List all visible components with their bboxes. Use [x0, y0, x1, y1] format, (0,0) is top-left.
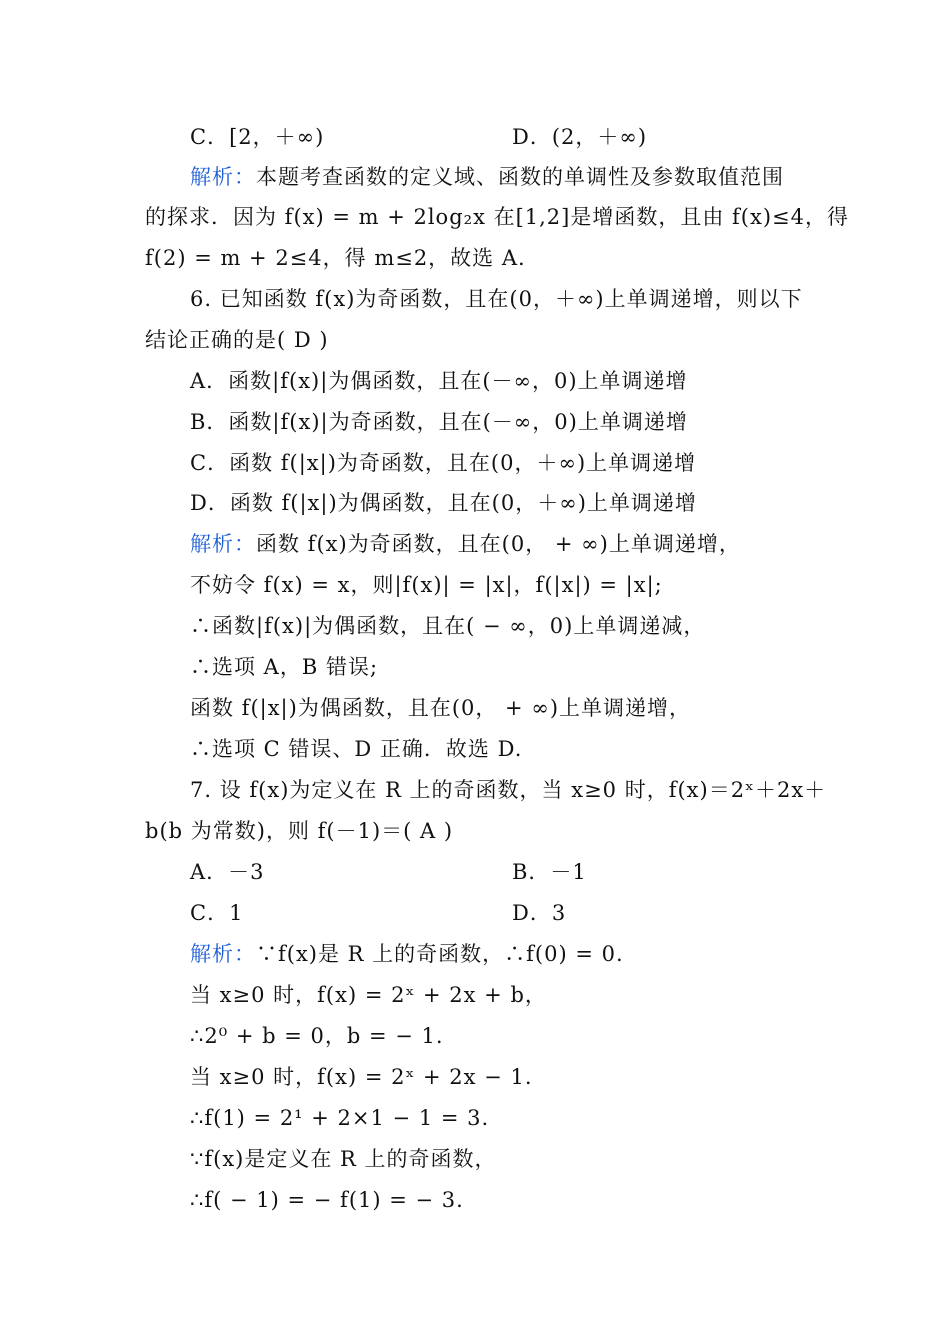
solution-q7-line1 [190, 940, 624, 968]
solution-q7-line7: ∴f( − 1) = − f(1) = − 3. [190, 1188, 464, 1212]
solution-q6-line3: ∴函数|f(x)|为偶函数，且在( − ∞，0)上单调递减， [190, 614, 706, 638]
question-6-stem-cont: 结论正确的是( D ) [145, 328, 329, 352]
option-d-q7: D．3 [512, 901, 567, 925]
option-c-q5: C．[2，＋∞) [190, 125, 325, 149]
solution-q6-line2: 不妨令 f(x) = x，则|f(x)| = |x|，f(|x|) = |x|; [190, 573, 663, 597]
question-7-stem: 7. 设 f(x)为定义在 R 上的奇函数，当 x≥0 时，f(x)＝2ˣ＋2x＋ [190, 778, 827, 802]
option-c-q6: C．函数 f(|x|)为奇函数，且在(0，＋∞)上单调递增 [190, 451, 697, 475]
option-c-q7: C．1 [190, 901, 244, 925]
option-a-q7: A．－3 [190, 860, 265, 884]
solution-q7-line5: ∴f(1) = 2¹ + 2×1 − 1 = 3. [190, 1106, 490, 1130]
solution-label: 解析： [190, 532, 256, 556]
solution-q6-line4: ∴选项 A，B 错误; [190, 655, 379, 679]
option-a-q6: A．函数|f(x)|为偶函数，且在(－∞，0)上单调递增 [190, 369, 688, 393]
option-b-q6: B．函数|f(x)|为奇函数，且在(－∞，0)上单调递增 [190, 410, 688, 434]
option-d-q6: D．函数 f(|x|)为偶函数，且在(0，＋∞)上单调递增 [190, 491, 697, 515]
question-7-stem-cont: b(b 为常数)，则 f(－1)＝( A ) [145, 819, 454, 843]
solution-q7-line3: ∴2⁰ + b = 0，b = − 1. [190, 1024, 444, 1048]
solution-text: 本题考查函数的定义域、函数的单调性及参数取值范围 [256, 165, 784, 189]
solution-q7-line4: 当 x≥0 时，f(x) = 2ˣ + 2x − 1. [190, 1065, 533, 1089]
solution-q6-line5: 函数 f(|x|)为偶函数，且在(0， + ∞)上单调递增， [190, 696, 692, 720]
solution-text: ∵f(x)是 R 上的奇函数，∴f(0) = 0. [256, 942, 624, 966]
solution-q7-line6: ∵f(x)是定义在 R 上的奇函数， [190, 1147, 497, 1171]
solution-q7-line2: 当 x≥0 时，f(x) = 2ˣ + 2x + b， [190, 983, 547, 1007]
solution-q5-line1 [190, 163, 784, 191]
solution-q6-line6: ∴选项 C 错误、D 正确．故选 D. [190, 737, 523, 761]
solution-q6-line1 [190, 530, 741, 558]
question-6-stem: 6. 已知函数 f(x)为奇函数，且在(0，＋∞)上单调递增，则以下 [190, 287, 803, 311]
solution-q5-line2: 的探求．因为 f(x) = m + 2log₂x 在[1,2]是增函数，且由 f(x)≤4，得 [145, 205, 849, 229]
solution-label: 解析： [190, 165, 256, 189]
solution-text: 函数 f(x)为奇函数，且在(0， + ∞)上单调递增， [256, 532, 741, 556]
option-b-q7: B．－1 [512, 860, 587, 884]
solution-q5-line3: f(2) = m + 2≤4，得 m≤2，故选 A. [145, 246, 526, 270]
solution-label: 解析： [190, 942, 256, 966]
option-d-q5: D．(2，＋∞) [512, 125, 648, 149]
